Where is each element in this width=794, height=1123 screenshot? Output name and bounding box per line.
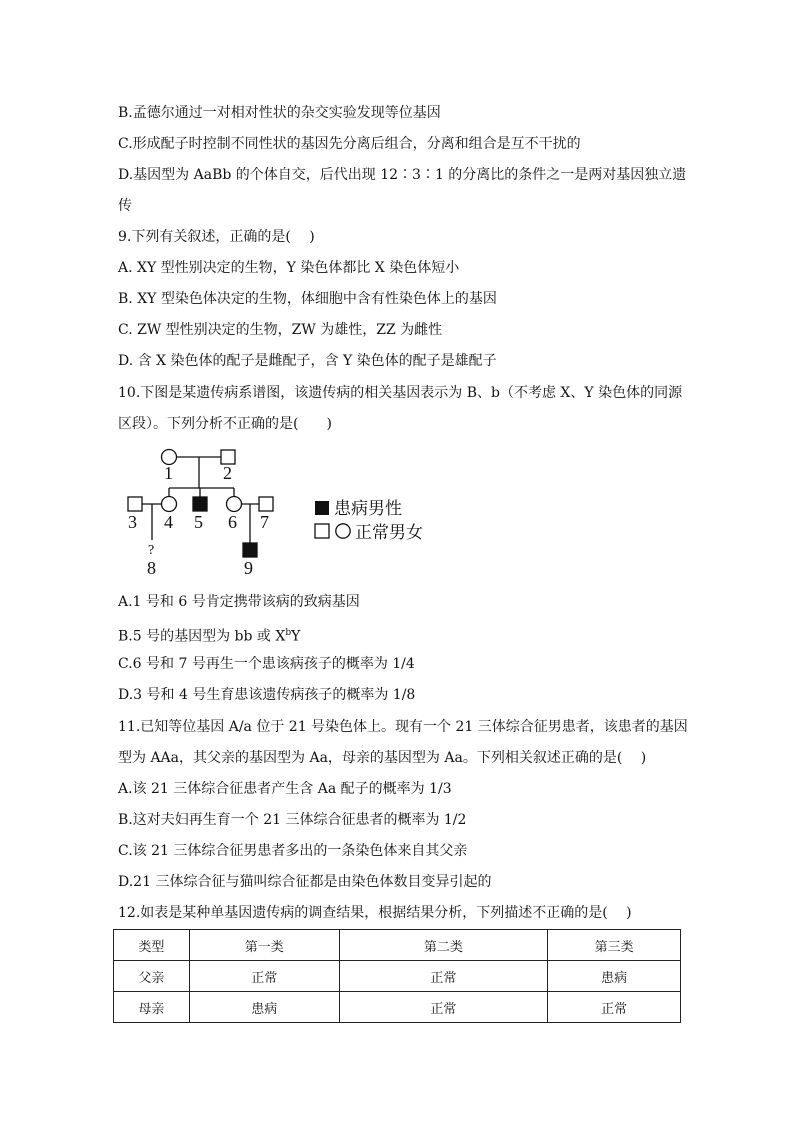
individual-3 [128,497,142,511]
legend-normal-label: 正常男女 [355,523,423,543]
label-6: 6 [228,512,237,532]
individual-7 [259,497,273,511]
option-8d: D.基因型为 AaBb 的个体自交，后代出现 12∶3∶1 的分离比的条件之一是两对基因独立遗 [118,167,687,183]
option-11d: D.21 三体综合征与猫叫综合征都是由染色体数目变异引起的 [118,874,492,890]
individual-2 [221,450,235,464]
table-cell: 母亲 [114,992,190,1023]
option-8c: C.形成配子时控制不同性状的基因先分离后组合，分离和组合是互不干扰的 [118,136,581,152]
legend-normal-male-icon [315,524,329,538]
individual-5 [193,497,207,511]
option-9b: B. XY 型染色体决定的生物，体细胞中含有性染色体上的基因 [118,291,497,307]
label-4: 4 [164,512,173,532]
table-row [114,961,681,992]
pedigree-chart [118,444,458,584]
option-10a: A.1 号和 6 号肯定携带该病的致病基因 [118,594,360,610]
table-header-cell: 类型 [114,930,190,961]
table-header-cell: 第三类 [548,930,681,961]
question-11: 11.已知等位基因 A/a 位于 21 号染色体上。现有一个 21 三体综合征男患者，该患者的基因 [118,719,688,735]
table-cell: 父亲 [114,961,190,992]
option-10b: B.5 号的基因型为 bb 或 $X^bY$ [118,628,301,645]
option-10d: D.3 号和 4 号生育患该遗传病孩子的概率为 1/8 [118,687,416,703]
legend-affected-male-icon [315,501,329,515]
table-row [114,992,681,1023]
table-cell: 正常 [189,961,339,992]
option-11b: B.这对夫妇再生育一个 21 三体综合征患者的概率为 1/2 [118,812,467,828]
option-11a: A.该 21 三体综合征患者产生含 Aa 配子的概率为 1/3 [118,781,452,797]
question-10: 10.下图是某遗传病系谱图，该遗传病的相关基因表示为 B、b（不考虑 X、Y 染色体的同源 [118,385,683,401]
option-10c: C.6 号和 7 号再生一个患该病孩子的概率为 1/4 [118,656,415,672]
option-9a: A. XY 型性别决定的生物，Y 染色体都比 X 染色体短小 [118,260,460,276]
legend-normal-female-icon [336,524,350,538]
table-cell: 正常 [548,992,681,1023]
label-5: 5 [194,512,203,532]
question-9: 9.下列有关叙述，正确的是( ) [118,229,315,245]
legend-affected-male-label: 患病男性 [334,499,402,519]
label-9: 9 [244,558,253,578]
table-cell: 患病 [189,992,339,1023]
label-8: 8 [147,558,156,578]
table-cell: 患病 [548,961,681,992]
table-header-cell: 第一类 [189,930,339,961]
table-header-row [114,930,681,961]
label-7: 7 [260,512,269,532]
individual-6 [227,497,242,512]
table-header-cell: 第二类 [339,930,548,961]
question-11-cont: 型为 AAa，其父亲的基因型为 Aa，母亲的基因型为 Aa。下列相关叙述正确的是( ) [118,750,647,766]
label-1: 1 [164,463,173,483]
question-10-cont: 区段）。下列分析不正确的是( ) [118,416,332,432]
table-cell: 正常 [339,992,548,1023]
individual-9 [243,543,257,557]
question-12: 12.如表是某种单基因遗传病的调查结果，根据结果分析，下列描述不正确的是( ) [118,905,632,921]
survey-table [113,929,681,1023]
option-8d-cont: 传 [118,198,132,214]
unknown-mark: ? [148,543,155,558]
label-2: 2 [223,463,232,483]
option-11c: C.该 21 三体综合征男患者多出的一条染色体来自其父亲 [118,843,468,859]
option-9c: C. ZW 型性别决定的生物，ZW 为雄性，ZZ 为雌性 [118,322,443,338]
option-9d: D. 含 X 染色体的配子是雌配子，含 Y 染色体的配子是雄配子 [118,353,497,369]
label-3: 3 [128,512,137,532]
table-cell: 正常 [339,961,548,992]
option-8b: B.孟德尔通过一对相对性状的杂交实验发现等位基因 [118,105,441,121]
individual-4 [162,497,177,512]
